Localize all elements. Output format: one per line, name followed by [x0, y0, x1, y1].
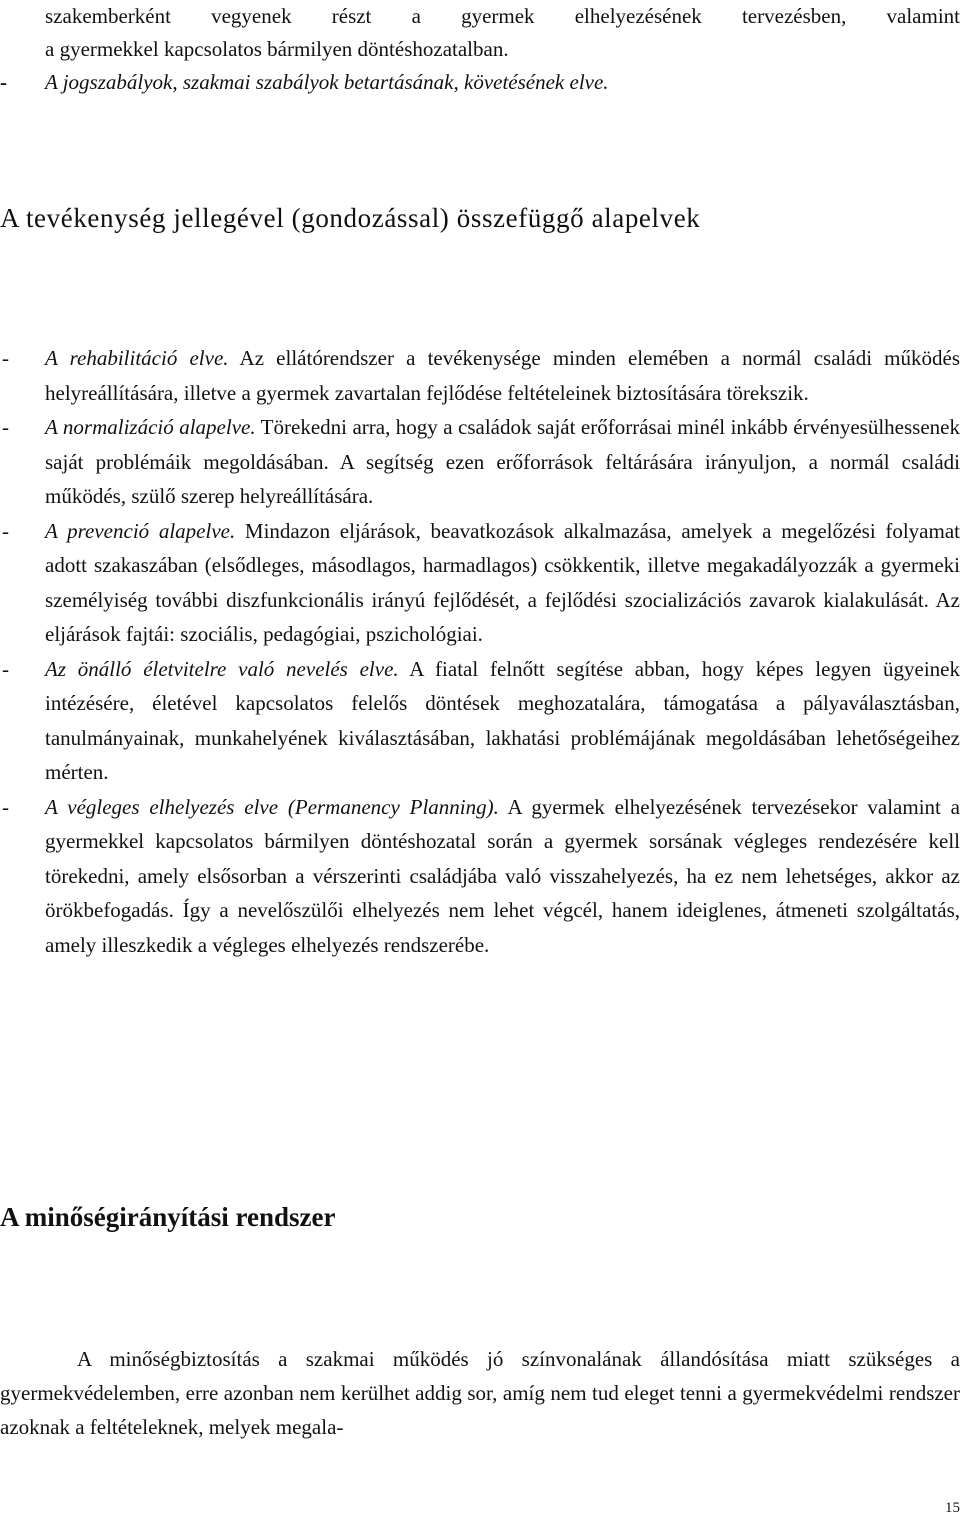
list-item-lead: A prevenció alapelve. [45, 518, 236, 543]
list-item [0, 790, 960, 963]
list-item [0, 514, 960, 652]
page-number: 15 [945, 1500, 960, 1516]
list-item [0, 652, 960, 790]
list-item-lead: A végleges elhelyezés elve (Permanency Planning). [45, 794, 499, 819]
principles-list [0, 341, 960, 962]
list-item-lead: A rehabilitáció elve. [45, 346, 229, 370]
list-item [0, 410, 960, 514]
list-item-text: A gyermek elhelyezésének tervezésekor valamint a gyermekkel kapcsolatos bármilyen döntéshozatal során a gyermek sorsának végleges rendezésére kell törekedni, amely elsősorban a vérszerinti családjába való visszahelyezés, ha ez nem lehetséges, akkor az örökbefogadás. Így a nevelőszülői elhelyezés nem lehet végcél, hanem ideiglenes, átmeneti szolgáltatás, amely illeszkedik a végleges elhelyezés rendszerébe. [45, 794, 960, 957]
continuation-line: a gyermekkel kapcsolatos bármilyen döntéshozatalban. [45, 37, 509, 61]
section-heading: A tevékenység jellegével (gondozással) összefüggő alapelvek [0, 203, 701, 233]
list-item-text: A fiatal felnőtt segítése abban, hogy képes legyen ügyeinek intézésére, életével kapcsolatos felelős döntések meghozatalára, támogatása a pályaválasztásban, tanulmányainak, munkahelyének kiválasztásában, lakhatási problémájának megoldásában lehetőségeihez mérten. [45, 656, 960, 784]
list-dash: - [2, 518, 9, 543]
section-heading: A minőségirányítási rendszer [0, 1202, 336, 1232]
list-dash: - [2, 656, 9, 681]
list-dash: - [0, 70, 7, 94]
list-dash: - [2, 346, 9, 370]
list-item-text: Mindazon eljárások, beavatkozások alkalmazása, amelyek a megelőzési folyamat adott szakaszában (elsődleges, másodlagos, harmadlagos) csökkentik, illetve megakadályozzák a gyermeki személyiség további diszfunkcionális irányú fejlődését, a fejlődési szocializációs zavarok kialakulását. Az eljárások fajtái: szociális, pedagógiai, pszichológiai. [45, 518, 960, 646]
list-item-text: Törekedni arra, hogy a családok saját erőforrásai minél inkább érvényesülhessenek saját problémáik megoldásában. A segítség ezen erőforrások feltárására irányuljon, a normál családi működés, szülő szerep helyreállítására. [45, 415, 960, 508]
list-item-text: Az ellátórendszer a tevékenysége minden elemében a normál családi működés helyreállítására, illetve a gyermek zavartalan fejlődése feltételeinek biztosítására törekszik. [45, 346, 960, 405]
list-dash: - [2, 794, 9, 819]
list-item-lead: Az önálló életvitelre való nevelés elve. [45, 656, 399, 681]
continuation-line: szakemberként vegyenek részt a gyermek elhelyezésének tervezésben, valamint [45, 4, 960, 28]
list-item [0, 341, 960, 410]
list-item-lead: A jogszabályok, szakmai szabályok betartásának, követésének elve. [45, 70, 609, 94]
body-paragraph: A minőségbiztosítás a szakmai működés jó színvonalának állandósítása miatt szükséges a gyermekvédelemben, erre azonban nem kerülhet addig sor, amíg nem tud eleget tenni a gyermekvédelmi rendszer azoknak a feltételeknek, melyek megala- [0, 1347, 960, 1439]
list-dash: - [2, 415, 9, 439]
list-item-lead: A normalizáció alapelve. [45, 415, 256, 439]
